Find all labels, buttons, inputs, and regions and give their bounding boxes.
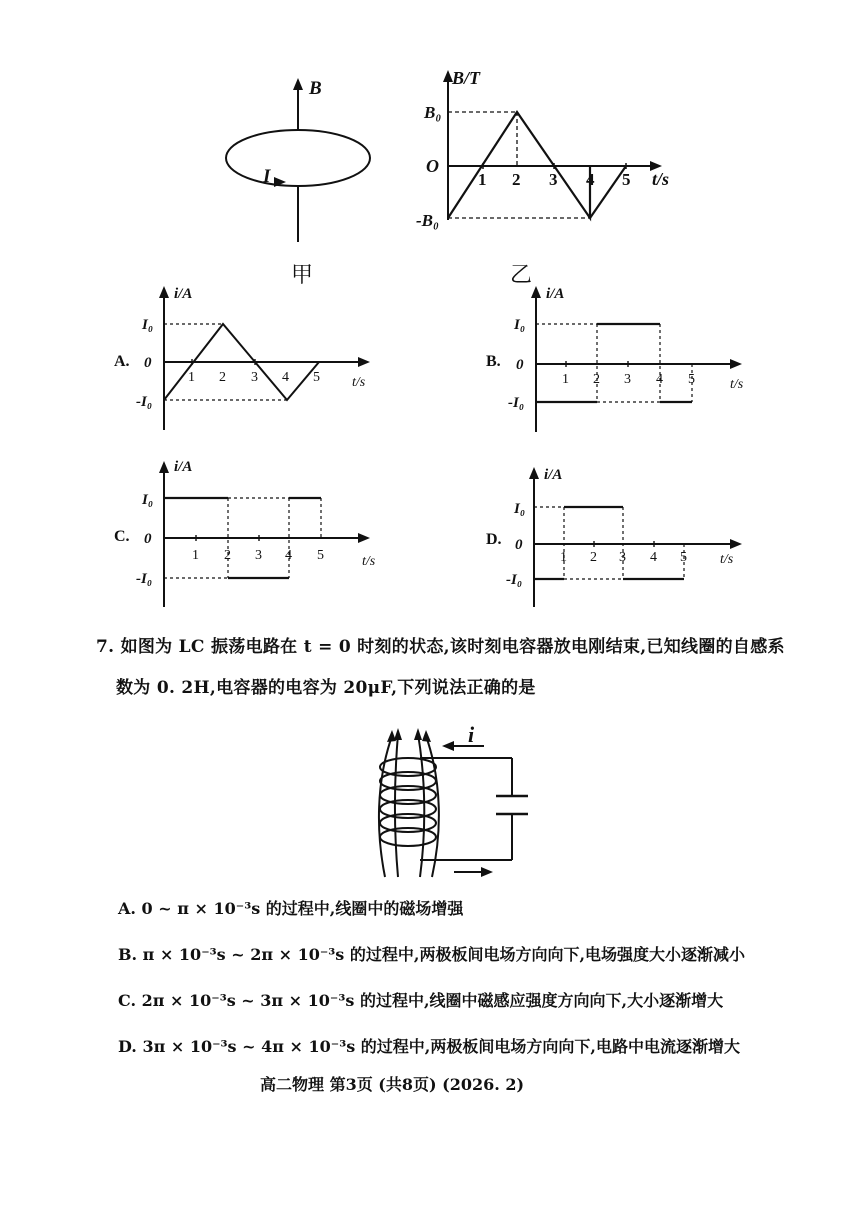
svg-text:1: 1	[188, 370, 195, 385]
option-graph-a	[112, 280, 382, 440]
svg-text:i/A: i/A	[546, 286, 565, 302]
option-graph-c	[112, 455, 382, 615]
caption-yi: 乙	[510, 263, 533, 288]
svg-text:3: 3	[624, 372, 631, 387]
tick-5: 5	[622, 170, 631, 189]
lc-circuit-diagram	[360, 722, 530, 882]
option-a-text: A. 0 ~ π × 10⁻³s 的过程中,线圈中的磁场增强	[118, 899, 464, 918]
option-b-text: B. π × 10⁻³s ~ 2π × 10⁻³s 的过程中,两极板间电场方向向下,电场强度大小逐渐减小	[118, 945, 746, 964]
b0-label: B₀	[424, 103, 442, 122]
svg-text:3: 3	[619, 550, 626, 565]
b-field-label: B	[309, 78, 322, 99]
svg-text:i/A: i/A	[544, 467, 563, 483]
tick-4: 4	[586, 170, 595, 189]
caption-jia: 甲	[291, 263, 314, 285]
page-footer: 高二物理 第3页 (共8页) (2026. 2)	[260, 1075, 525, 1094]
tick-3: 3	[549, 170, 558, 189]
svg-text:5: 5	[688, 372, 695, 387]
svg-text:3: 3	[251, 370, 258, 385]
svg-text:i/A: i/A	[174, 286, 193, 302]
x-axis-label: t/s	[652, 169, 670, 189]
svg-text:1: 1	[192, 548, 199, 563]
figure-yi	[410, 60, 680, 290]
svg-text:4: 4	[282, 370, 289, 385]
svg-text:I₀: I₀	[142, 317, 154, 333]
svg-text:1: 1	[562, 372, 569, 387]
svg-text:t/s: t/s	[362, 554, 376, 569]
tick-2: 2	[512, 170, 521, 189]
current-label: I	[263, 166, 271, 187]
svg-text:-I₀: -I₀	[136, 394, 153, 410]
svg-text:I₀: I₀	[142, 492, 154, 508]
svg-text:-I₀: -I₀	[508, 395, 525, 411]
svg-text:-I₀: -I₀	[506, 572, 523, 588]
tick-1: 1	[478, 170, 487, 189]
svg-text:t/s: t/s	[720, 552, 734, 567]
svg-text:4: 4	[656, 372, 663, 387]
option-c-text: C. 2π × 10⁻³s ~ 3π × 10⁻³s 的过程中,线圈中磁感应强度方向向下,大小逐渐增大	[118, 991, 724, 1010]
svg-text:I₀: I₀	[514, 501, 526, 517]
svg-text:3: 3	[255, 548, 262, 563]
svg-text:5: 5	[313, 370, 320, 385]
svg-text:2: 2	[590, 550, 597, 565]
origin-label: O	[426, 156, 439, 176]
svg-text:2: 2	[593, 372, 600, 387]
svg-text:i/A: i/A	[174, 459, 193, 475]
figure-jia	[215, 70, 385, 285]
svg-text:2: 2	[219, 370, 226, 385]
svg-text:-I₀: -I₀	[136, 571, 153, 587]
svg-text:2: 2	[224, 548, 231, 563]
question-7-line-2: 数为 0. 2H,电容器的电容为 20μF,下列说法正确的是	[116, 678, 536, 698]
svg-text:5: 5	[680, 550, 687, 565]
svg-text:4: 4	[650, 550, 657, 565]
option-b-letter: B.	[486, 353, 501, 370]
option-graph-b	[484, 280, 754, 440]
option-c-letter: C.	[114, 528, 130, 545]
question-7-line-1: 7. 如图为 LC 振荡电路在 t = 0 时刻的状态,该时刻电容器放电刚结束,已知线圈的自感系	[96, 637, 785, 657]
svg-text:5: 5	[317, 548, 324, 563]
svg-text:4: 4	[285, 548, 292, 563]
svg-text:0: 0	[144, 531, 152, 547]
svg-text:0: 0	[516, 357, 524, 373]
svg-text:1: 1	[560, 550, 567, 565]
svg-text:0: 0	[515, 537, 523, 553]
svg-text:t/s: t/s	[730, 377, 744, 392]
option-d-text: D. 3π × 10⁻³s ~ 4π × 10⁻³s 的过程中,两极板间电场方向向下,电路中电流逐渐增大	[118, 1037, 740, 1056]
option-graph-d	[484, 463, 754, 613]
option-d-letter: D.	[486, 531, 502, 548]
option-a-letter: A.	[114, 353, 130, 370]
svg-text:I₀: I₀	[514, 317, 526, 333]
current-i-label: i	[468, 722, 475, 747]
svg-text:t/s: t/s	[352, 375, 366, 390]
neg-b0-label: -B₀	[416, 211, 439, 230]
svg-text:0: 0	[144, 355, 152, 371]
y-axis-label: B/T	[452, 68, 481, 88]
